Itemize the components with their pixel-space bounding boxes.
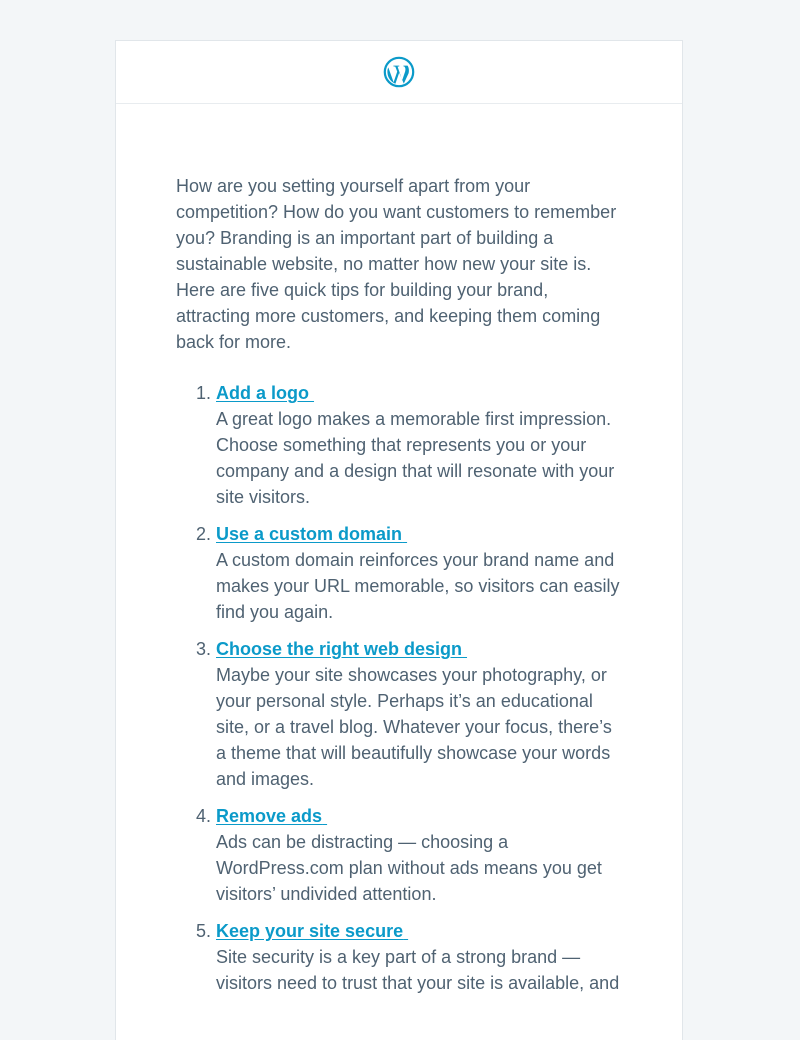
wordpress-logo-icon[interactable]: [383, 56, 415, 88]
tip-number: 1.: [196, 383, 212, 403]
tip-description: A custom domain reinforces your brand name and makes your URL memorable, so visitors can easily find you again.: [216, 550, 620, 622]
tip-number: 5.: [196, 921, 212, 941]
email-header: [116, 41, 682, 104]
email-body: [176, 173, 626, 1007]
tip-description: Ads can be distracting — choosing a WordPress.com plan without ads means you get visitors’ undivided attention.: [216, 832, 602, 904]
tip-item: [196, 803, 626, 907]
tip-description: Maybe your site showcases your photography, or your personal style. Perhaps it’s an educational site, or a travel blog. Whatever your focus, there’s a theme that will beautifully showcase your words and images.: [216, 665, 612, 789]
tip-description: Site security is a key part of a strong brand — visitors need to trust that your site is available, and: [216, 947, 620, 993]
tip-number: 4.: [196, 806, 212, 826]
tips-list: [176, 380, 626, 996]
tip-link-custom-domain[interactable]: Use a custom domain: [216, 524, 403, 544]
tip-description: A great logo makes a memorable first impression. Choose something that represents you or your company and a design that will resonate with your site visitors.: [216, 409, 615, 507]
email-card: [115, 40, 683, 1040]
tip-link-site-secure[interactable]: Keep your site secure: [216, 921, 404, 941]
tip-item: [196, 380, 626, 510]
tip-item: [196, 918, 626, 996]
tip-link-remove-ads[interactable]: Remove ads: [216, 806, 323, 826]
intro-paragraph: How are you setting yourself apart from your competition? How do you want customers to remember you? Branding is an important part of building a sustainable website, no matter how new your site is. Here are five quick tips for building your brand, attracting more customers, and keeping them coming back for more.: [176, 176, 617, 352]
tip-number: 3.: [196, 639, 212, 659]
tip-number: 2.: [196, 524, 212, 544]
tip-link-add-logo[interactable]: Add a logo: [216, 383, 309, 403]
tip-link-web-design[interactable]: Choose the right web design: [216, 639, 463, 659]
tip-item: [196, 521, 626, 625]
tip-item: [196, 636, 626, 792]
